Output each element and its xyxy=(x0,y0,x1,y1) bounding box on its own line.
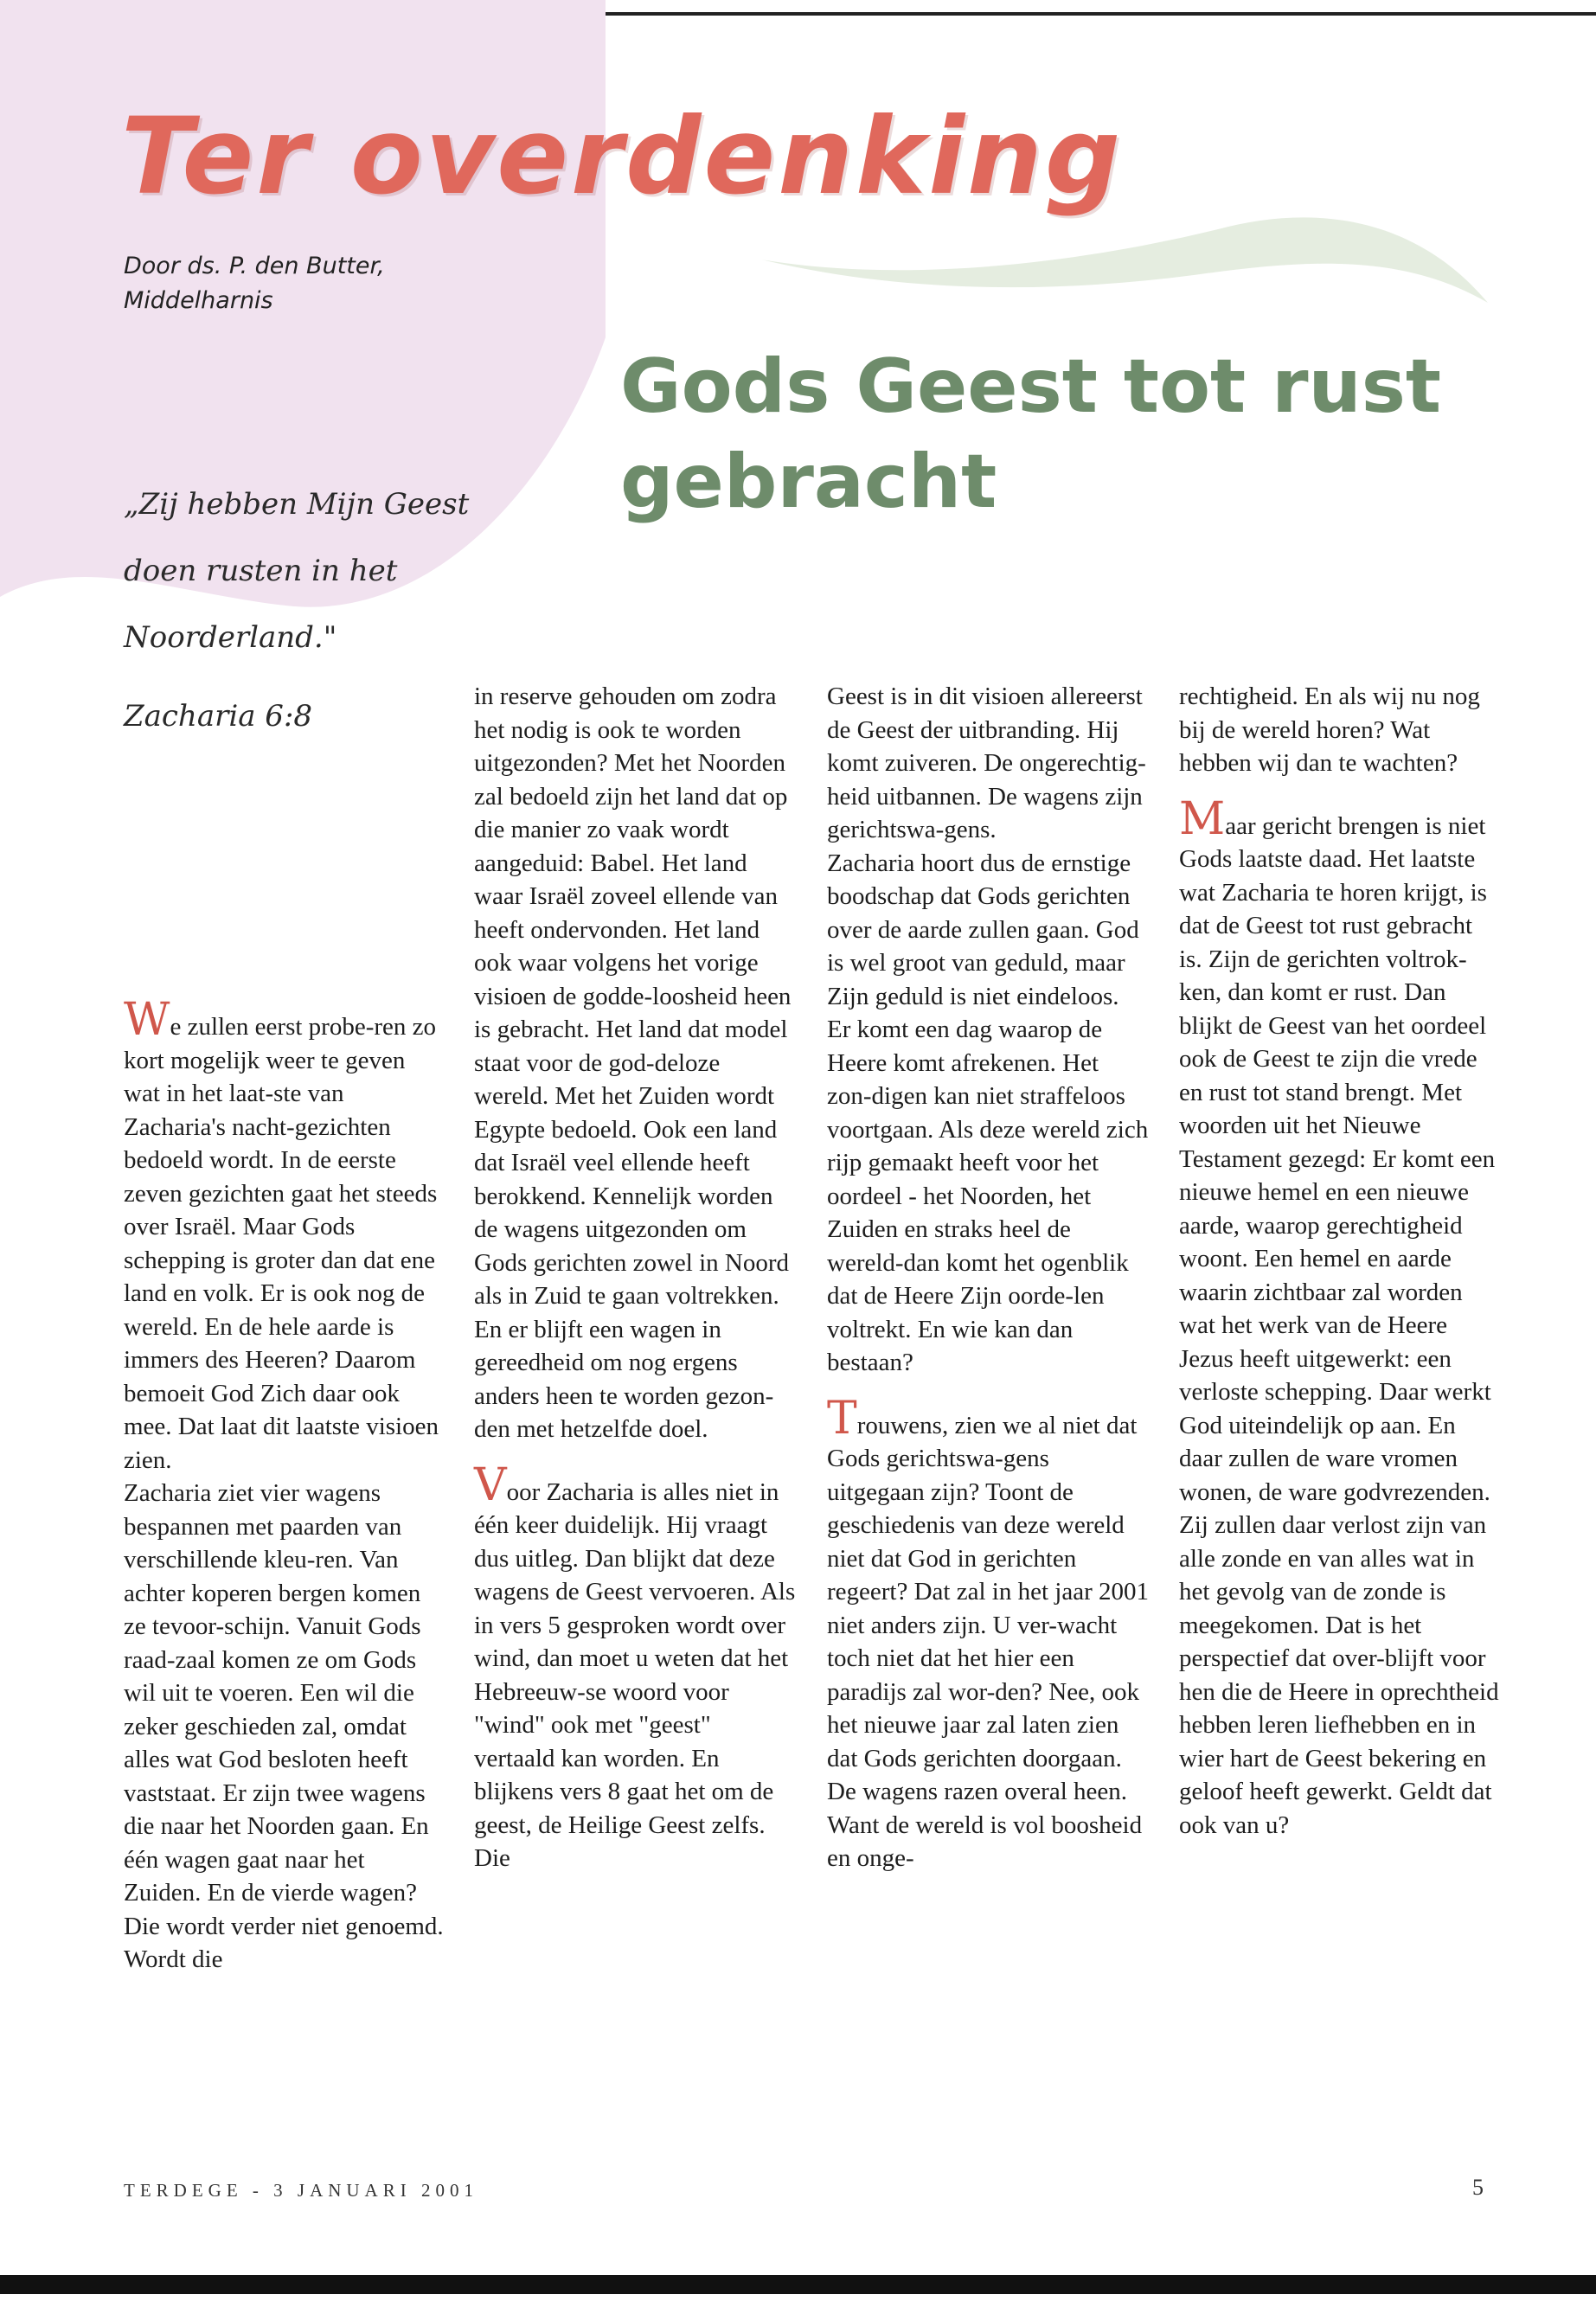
bible-quote xyxy=(124,471,487,750)
paragraph-text: Geest is in dit visioen allereerst de Geest der uitbranding. Hij komt zuiveren. De ongerechtig-heid uitbannen. De wagens zijn gerichtswa-gens. xyxy=(827,683,1146,843)
paragraph-text: Zacharia hoort dus de ernstige boodschap dat Gods gerichten over de aarde zullen gaan. God is wel groot van geduld, maar Zijn geduld is niet eindeloos. Er komt een dag waarop de Heere komt afrekenen. Het zon-digen kan niet straffeloos voortgaan. Als deze wereld zich rijp gemaakt heeft voor het oordeel - het Noorden, het Zuiden en straks heel de wereld-dan komt het ogenblik dat de Heere Zijn oorde-len voltrekt. En wie kan dan bestaan? xyxy=(827,849,1149,1376)
paragraph-text: aar gericht brengen is niet Gods laatste daad. Het laatste wat Zacharia te horen krijgt, is dat de Geest tot rust gebracht is. Zijn de gerichten voltrok-ken, dan komt er rust. Dan blijkt de Geest van het oordeel ook de Geest te zijn die vrede en rust tot stand brengt. Met woorden uit het Nieuwe Testament gezegd: Er komt een nieuwe hemel en een nieuwe aarde, waarop gerechtigheid woont. Een hemel en aarde waarin zichtbaar zal worden wat het werk van de Heere Jezus heeft uitgewerkt: een verloste schepping. Daar werkt God uiteindelijk op aan. En daar zullen de ware vromen wonen, de ware godvrezenden. Zij zullen daar verlost zijn van alle zonde en van alles wat in het gevolg van de zonde is meegekomen. Dat is het perspectief dat over-blijft voor hen die de Heere in oprechtheid hebben leren liefhebben en in wier hart de Geest bekering en geloof heeft gewerkt. Geldt dat ook van u? xyxy=(1179,811,1499,1839)
paragraph xyxy=(827,680,1149,847)
paragraph xyxy=(474,1458,796,1875)
dropcap: V xyxy=(474,1458,507,1511)
green-swoosh xyxy=(761,217,1488,303)
paragraph xyxy=(827,1392,1149,1875)
text-column-3 xyxy=(827,680,1149,1875)
quote-text: „Zij hebben Mijn Geest doen rusten in het Noorderland." xyxy=(124,487,470,655)
paragraph-text: e zullen eerst probe-ren zo kort mogelijk weer te geven wat in het laat-ste van Zacharia's nacht-gezichten bedoeld wordt. In de eerste zeven gezichten gaat het steeds over Israël. Maar Gods schepping is groter dan dat ene land en volk. Er is ook nog de wereld. En de hele aarde is immers des Heeren? Daarom bemoeit God Zich daar ook mee. Dat laat dit laatste visioen zien. xyxy=(124,1013,439,1474)
paragraph-text: oor Zacharia is alles niet in één keer duidelijk. Hij vraagt dus uitleg. Dan blijkt dat deze wagens de Geest vervoeren. Als in vers 5 gesproken wordt over wind, dan moet u weten dat het Hebreeuw-se woord voor "wind" ook met "geest" vertaald kan worden. En blijkens vers 8 gaat het om de geest, de Heilige Geest zelfs. Die xyxy=(474,1477,796,1872)
byline xyxy=(124,249,487,318)
section-title: Ter overdenking xyxy=(121,95,1124,218)
paragraph xyxy=(1179,792,1501,1843)
page-number: 5 xyxy=(1472,2175,1484,2200)
article-title: Gods Geest tot rust gebracht xyxy=(620,343,1442,525)
text-column-1 xyxy=(124,994,445,1977)
byline-location: Middelharnis xyxy=(124,287,273,314)
paragraph-text: in reserve gehouden om zodra het nodig is ook te worden uitgezonden? Met het Noorden zal bedoeld zijn het land dat op die manier zo vaak wordt aangeduid: Babel. Het land waar Israël zoveel ellende van heeft ondervonden. Het land ook waar volgens het vorige visioen de godde-loosheid heen is gebracht. Het land dat model staat voor de god-deloze wereld. Met het Zuiden wordt Egypte bedoeld. Ook een land dat Israël veel ellende heeft berokkend. Kennelijk worden de wagens uitgezonden om Gods gerichten zowel in Noord als in Zuid te gaan voltrekken. En er blijft een wagen in gereedheid om nog ergens anders heen te worden gezon-den met hetzelfde doel. xyxy=(474,683,792,1443)
paragraph xyxy=(827,847,1149,1380)
dropcap: W xyxy=(124,994,170,1046)
dropcap: M xyxy=(1179,792,1226,845)
paragraph xyxy=(474,680,796,1446)
paragraph-text: Zacharia ziet vier wagens bespannen met paarden van verschillende kleu-ren. Van achter koperen bergen komen ze tevoor-schijn. Vanuit Gods raad-zaal komen ze om Gods wil uit te voeren. Een wil die zeker geschieden zal, omdat alles wat God besloten heeft vaststaat. Er zijn twee wagens die naar het Noorden gaan. En één wagen gaat naar het Zuiden. En de vierde wagen? Die wordt verder niet genoemd. Wordt die xyxy=(124,1479,444,1973)
paragraph-text: rechtigheid. En als wij nu nog bij de wereld horen? Wat hebben wij dan te wachten? xyxy=(1179,683,1480,777)
footer-publication: TERDEGE - 3 JANUARI 2001 xyxy=(124,2180,478,2201)
byline-author: Door ds. P. den Butter, xyxy=(124,253,385,279)
bottom-rule xyxy=(0,2275,1596,2294)
dropcap: T xyxy=(827,1392,857,1445)
paragraph xyxy=(124,994,445,1477)
text-column-4 xyxy=(1179,680,1501,1842)
text-column-2 xyxy=(474,680,796,1875)
paragraph-text: rouwens, zien we al niet dat Gods gerichtswa-gens uitgegaan zijn? Toont de geschiedenis van deze wereld niet dat God in gerichten regeert? Dat zal in het jaar 2001 niet anders zijn. U ver-wacht toch niet dat het hier een paradijs zal wor-den? Nee, ook het nieuwe jaar zal laten zien dat Gods gerichten doorgaan. De wagens razen overal heen. Want de wereld is vol boosheid en onge- xyxy=(827,1411,1149,1872)
quote-reference: Zacharia 6:8 xyxy=(124,699,313,734)
paragraph xyxy=(124,1477,445,1977)
paragraph xyxy=(1179,680,1501,780)
